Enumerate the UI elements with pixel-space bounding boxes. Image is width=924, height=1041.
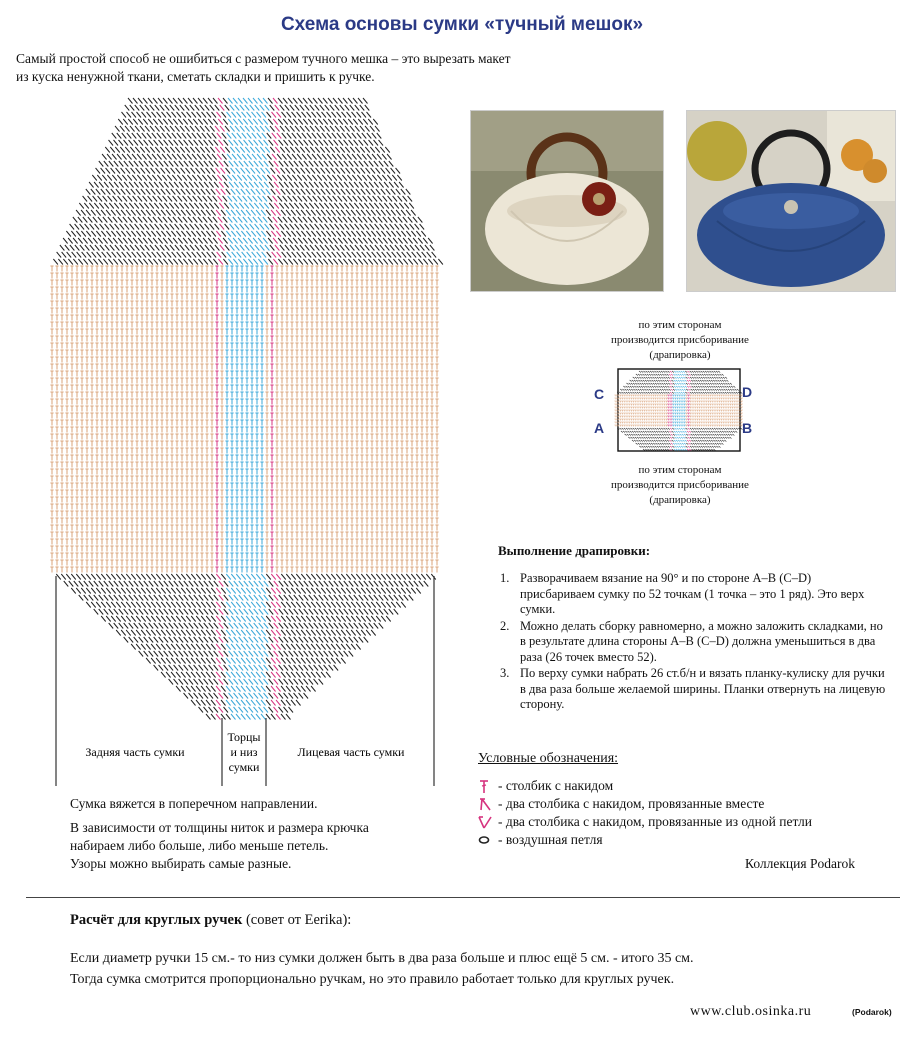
label-middle-1: Торцы xyxy=(227,730,261,744)
crochet-chart xyxy=(40,96,456,796)
mini-artwork xyxy=(614,371,743,451)
caption-bottom-1: по этим сторонам xyxy=(638,464,722,476)
photo-white-bag xyxy=(470,110,664,292)
page-title: Схема основы сумки «тучный мешок» xyxy=(280,14,644,35)
drape-step: 3. По верху сумки набрать 26 ст.б/н и вязать планку-кулиску для ручки в два раза больше желаемой ширины. Планки отвернуть на лицевую сторону. xyxy=(500,666,886,711)
label-middle-2: и низ xyxy=(230,745,258,759)
divider xyxy=(26,897,900,898)
collection-credit: Коллекция Podarok xyxy=(745,856,855,871)
note-line: набираем либо больше, либо меньше петель. xyxy=(70,838,329,853)
drape-title: Выполнение драпировки: xyxy=(498,543,651,558)
legend-item: - столбик с накидом xyxy=(478,777,898,795)
v-stitch-icon xyxy=(478,816,492,829)
legend-item: - два столбика с накидом, провязанные вместе xyxy=(478,795,898,813)
caption-bottom-2: производится присборивание xyxy=(611,479,749,491)
label-middle-3: сумки xyxy=(228,760,260,774)
chart-artwork xyxy=(50,98,442,720)
stitch-rows-blue xyxy=(225,98,270,720)
caption-top-2: производится присборивание xyxy=(611,334,749,346)
label-a: A xyxy=(594,420,605,436)
photo-blue-bag xyxy=(686,110,896,292)
legend xyxy=(478,777,898,849)
label-c: C xyxy=(594,386,605,402)
caption-top-3: (драпировка) xyxy=(649,349,711,361)
stitch-rows-main xyxy=(50,266,438,573)
note-line: Узоры можно выбирать самые разные. xyxy=(70,856,292,871)
calc-line: Если диаметр ручки 15 см.- то низ сумки должен быть в два раза больше и плюс ещё 5 см. - итого 35 см. xyxy=(70,951,694,966)
legend-item: - воздушная петля xyxy=(478,831,898,849)
dc2tog-icon xyxy=(478,798,492,811)
site-link[interactable]: www.club.osinka.ru xyxy=(690,1004,812,1019)
caption-top-1: по этим сторонам xyxy=(638,319,722,331)
calc-title: Расчёт для круглых ручек (совет от Eerika): xyxy=(70,912,352,928)
chain-icon xyxy=(478,834,490,846)
calc-line: Тогда сумка смотрится пропорционально ручкам, но это правило работает только для круглых ручек. xyxy=(70,972,675,987)
label-b: B xyxy=(742,420,753,436)
note-line: Сумка вяжется в поперечном направлении. xyxy=(70,796,318,811)
intro-text: Самый простой способ не ошибиться с размером тучного мешка – это вырезать макет из куска ненужной ткани, сметать складки и пришить к ручке. xyxy=(16,51,511,84)
notes xyxy=(70,795,450,873)
legend-title: Условные обозначения: xyxy=(478,751,619,766)
mini-diagram xyxy=(580,363,780,463)
label-front: Лицевая часть сумки xyxy=(297,745,405,759)
drape-step: 1. Разворачиваем вязание на 90° и по стороне А–В (С–D) присбариваем сумку по 52 точкам (1 точка – это 1 ряд). Это верх сумки. xyxy=(500,571,865,616)
label-d: D xyxy=(742,384,753,400)
mini-schematic xyxy=(580,318,780,526)
note-line: В зависимости от толщины ниток и размера крючка xyxy=(70,820,369,835)
site-tag: (Podarok) xyxy=(852,1007,892,1017)
caption-bottom-3: (драпировка) xyxy=(649,494,711,506)
legend-item: - два столбика с накидом, провязанные из одной петли xyxy=(478,813,898,831)
label-back: Задняя часть сумки xyxy=(85,745,185,759)
stitch-rows-pink xyxy=(667,371,691,451)
calc-body xyxy=(70,948,890,990)
drape-step: 2. Можно делать сборку равномерно, а можно заложить складками, но в результате длина стороны А–В (С–D) должна уменьшиться в два раза (26 точек вместо 52). xyxy=(500,618,883,664)
single-treble-icon xyxy=(478,780,490,793)
drape-steps xyxy=(478,571,888,714)
